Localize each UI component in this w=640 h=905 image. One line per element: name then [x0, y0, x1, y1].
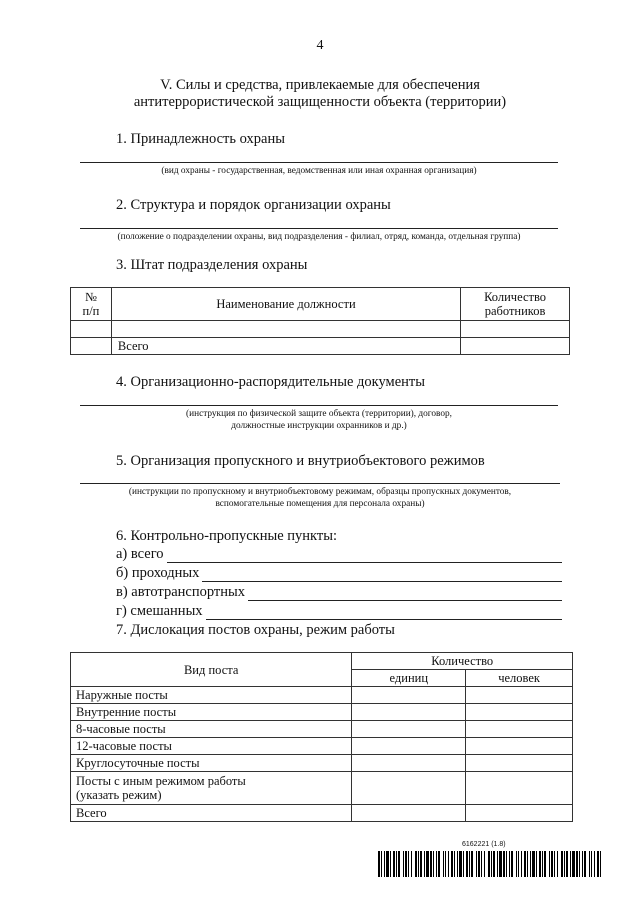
post-people-cell[interactable]: [466, 687, 573, 704]
post-people-cell[interactable]: [466, 738, 573, 755]
table-row: [71, 772, 573, 805]
table-row: [71, 704, 573, 721]
checkpoint-pedestrian-label: б) проходных: [116, 565, 200, 581]
note-access-regime-line-1: (инструкции по пропускному и внутриобъектовому режимам, образцы пропускных документов,: [128, 487, 512, 497]
post-type-label: 8-часовые посты: [71, 721, 352, 738]
checkpoint-total-label: а) всего: [116, 546, 164, 562]
staff-total-label: Всего: [111, 338, 460, 355]
staff-total-number: [71, 338, 112, 355]
post-type-label: Наружные посты: [71, 687, 352, 704]
staff-col-number: [71, 288, 112, 321]
post-type-label: 12-часовые посты: [71, 738, 352, 755]
posts-total-people[interactable]: [466, 805, 573, 822]
post-units-cell[interactable]: [352, 687, 466, 704]
table-row: [71, 321, 570, 338]
checkpoint-vehicle-label: в) автотранспортных: [116, 584, 245, 600]
checkpoint-total-line[interactable]: [167, 549, 562, 563]
staff-total-row: [71, 338, 570, 355]
posts-col-type: Вид поста: [71, 653, 352, 687]
posts-total-label: Всего: [71, 805, 352, 822]
heading-security-staff: 3. Штат подразделения охраны: [116, 257, 308, 273]
posts-col-people: человек: [466, 670, 573, 687]
posts-total-units[interactable]: [352, 805, 466, 822]
note-security-affiliation: (вид охраны - государственная, ведомственная или иная охранная организация): [161, 166, 477, 176]
checkpoint-total-field: [116, 546, 562, 563]
staff-col-count-line-1: Количество: [484, 290, 547, 304]
post-type-label: Внутренние посты: [71, 704, 352, 721]
note-admin-documents: [80, 408, 558, 432]
posts-col-quantity: Количество: [352, 653, 573, 670]
posts-col-units: единиц: [352, 670, 466, 687]
section-title: [60, 77, 580, 111]
barcode-number: 6162221 (1.8): [462, 841, 506, 848]
note-access-regime: [80, 486, 560, 510]
post-people-cell[interactable]: [466, 755, 573, 772]
checkpoint-vehicle-field: [116, 584, 562, 601]
checkpoint-vehicle-line[interactable]: [248, 587, 562, 601]
checkpoint-pedestrian-line[interactable]: [202, 568, 562, 582]
table-row: [71, 755, 573, 772]
post-type-other-line-1: Посты с иным режимом работы: [76, 774, 246, 788]
staff-col-position: Наименование должности: [111, 288, 460, 321]
post-units-cell[interactable]: [352, 755, 466, 772]
heading-access-regime: 5. Организация пропускного и внутриобъектового режимов: [116, 453, 485, 469]
staff-cell-count[interactable]: [461, 321, 570, 338]
fill-line-security-affiliation[interactable]: [80, 162, 558, 163]
heading-security-structure: 2. Структура и порядок организации охраны: [116, 197, 391, 213]
post-people-cell[interactable]: [466, 704, 573, 721]
table-row: [71, 687, 573, 704]
staff-table: [70, 287, 570, 355]
note-access-regime-line-2: вспомогательные помещения для персонала охраны): [215, 499, 425, 509]
section-title-line-1: V. Силы и средства, привлекаемые для обеспечения: [160, 77, 480, 93]
note-admin-documents-line-2: должностные инструкции охранников и др.): [231, 421, 407, 431]
checkpoint-mixed-line[interactable]: [206, 606, 562, 620]
post-units-cell[interactable]: [352, 704, 466, 721]
post-type-other-label: [71, 772, 352, 805]
table-row: [71, 721, 573, 738]
checkpoint-mixed-label: г) смешанных: [116, 603, 203, 619]
heading-guard-posts: 7. Дислокация постов охраны, режим работы: [116, 622, 395, 638]
fill-line-access-regime[interactable]: [80, 483, 560, 484]
fill-line-admin-documents[interactable]: [80, 405, 558, 406]
staff-col-number-line-1: №: [84, 290, 97, 304]
staff-total-count[interactable]: [461, 338, 570, 355]
staff-col-count: [461, 288, 570, 321]
heading-checkpoints: 6. Контрольно-пропускные пункты:: [116, 528, 338, 544]
note-security-structure: (положение о подразделении охраны, вид подразделения - филиал, отряд, команда, отдельная группа): [117, 232, 521, 242]
post-units-cell[interactable]: [352, 772, 466, 805]
table-row: [71, 738, 573, 755]
post-type-other-line-2: (указать режим): [76, 788, 162, 802]
page-number: 4: [316, 38, 324, 53]
post-people-cell[interactable]: [466, 721, 573, 738]
section-title-line-2: антитеррористической защищенности объекта (территории): [133, 94, 507, 110]
checkpoint-pedestrian-field: [116, 565, 562, 582]
staff-col-number-line-2: п/п: [82, 304, 100, 318]
posts-total-row: [71, 805, 573, 822]
post-people-cell[interactable]: [466, 772, 573, 805]
fill-line-security-structure[interactable]: [80, 228, 558, 229]
post-type-label: Круглосуточные посты: [71, 755, 352, 772]
note-admin-documents-line-1: (инструкция по физической защите объекта (территории), договор,: [186, 409, 452, 419]
barcode-icon: [378, 851, 602, 877]
staff-cell-number[interactable]: [71, 321, 112, 338]
heading-security-affiliation: 1. Принадлежность охраны: [116, 131, 285, 147]
guard-posts-table: [70, 652, 573, 822]
staff-cell-position[interactable]: [111, 321, 460, 338]
post-units-cell[interactable]: [352, 738, 466, 755]
staff-col-count-line-2: работников: [484, 304, 546, 318]
post-units-cell[interactable]: [352, 721, 466, 738]
heading-admin-documents: 4. Организационно-распорядительные документы: [116, 374, 426, 390]
checkpoint-mixed-field: [116, 603, 562, 620]
